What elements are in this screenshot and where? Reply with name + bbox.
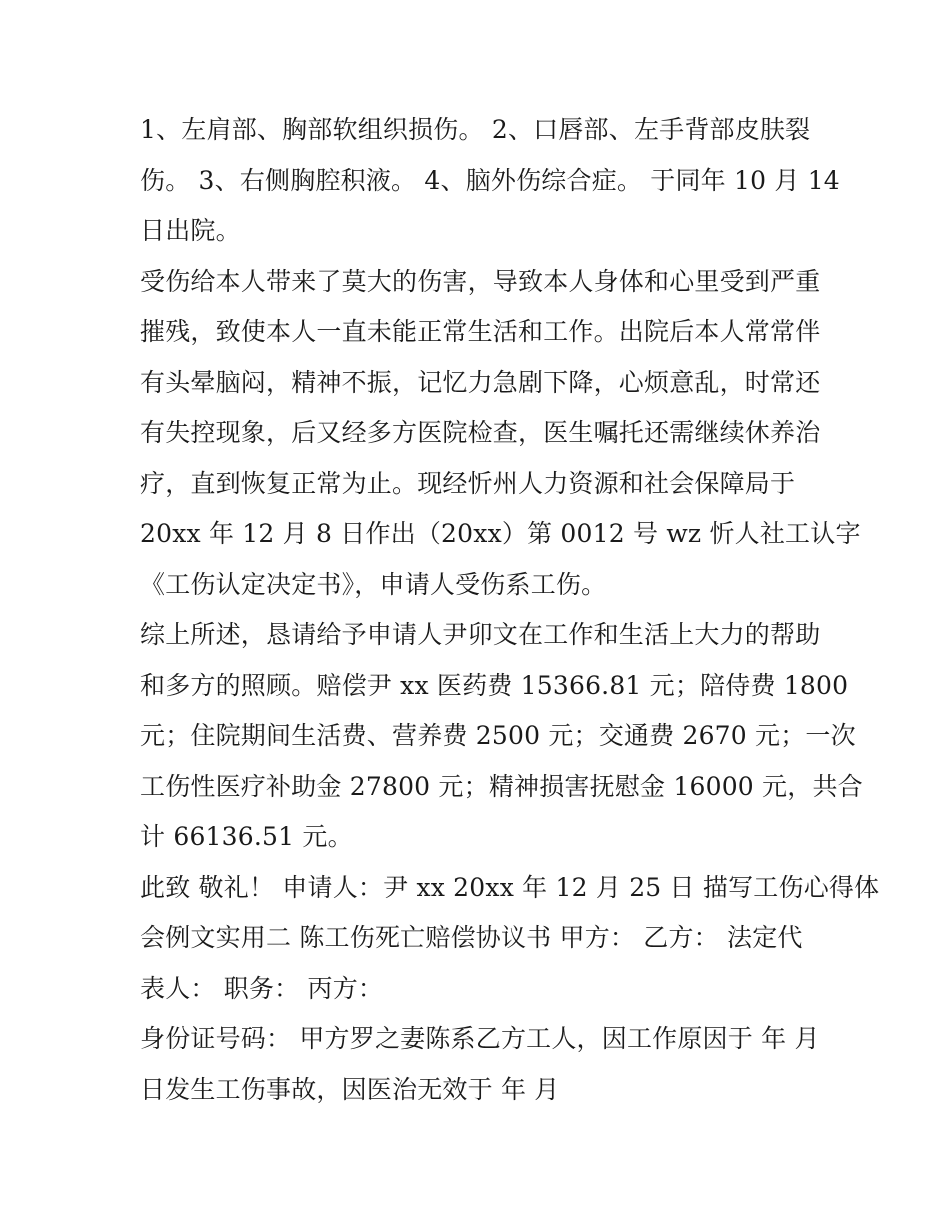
paragraph-closing bbox=[140, 863, 880, 1015]
text-line: 有头晕脑闷，精神不振，记忆力急剧下降，心烦意乱，时常还 bbox=[140, 367, 821, 397]
text-line: 身份证号码： 甲方罗之妻陈系乙方工人，因工作原因于 年 月 bbox=[140, 1024, 820, 1053]
paragraph-agreement bbox=[140, 1014, 820, 1115]
text-line: 工伤性医疗补助金 27800 元；精神损害抚慰金 16000 元，共合 bbox=[140, 771, 863, 801]
text-line: 日出院。 bbox=[140, 216, 241, 245]
text-line: 元；住院期间生活费、营养费 2500 元；交通费 2670 元；一次 bbox=[140, 721, 856, 750]
text-line: 疗，直到恢复正常为止。现经忻州人力资源和社会保障局于 bbox=[140, 468, 796, 498]
paragraph-injury-list bbox=[140, 105, 840, 257]
text-line: 有失控现象，后又经多方医院检查，医生嘱托还需继续休养治 bbox=[140, 418, 821, 447]
text-line: 会例文实用二 陈工伤死亡赔偿协议书 甲方： 乙方： 法定代 bbox=[140, 923, 803, 952]
text-line: 伤。 3、右侧胸腔积液。 4、脑外伤综合症。 于同年 10 月 14 bbox=[140, 165, 840, 195]
paragraph-compensation bbox=[140, 610, 863, 863]
text-line: 20xx 年 12 月 8 日作出（20xx）第 0012 号 wz 忻人社工认字 bbox=[140, 519, 861, 548]
text-line: 摧残，致使本人一直未能正常生活和工作。出院后本人常常伴 bbox=[140, 317, 821, 346]
document-body bbox=[140, 105, 880, 1115]
text-line: 1、左肩部、胸部软组织损伤。 2、口唇部、左手背部皮肤裂 bbox=[140, 115, 811, 144]
text-line: 表人： 职务： 丙方： bbox=[140, 973, 384, 1003]
paragraph-injury-impact bbox=[140, 257, 861, 611]
text-line: 计 66136.51 元。 bbox=[140, 822, 353, 851]
text-line: 日发生工伤事故，因医治无效于 年 月 bbox=[140, 1074, 560, 1104]
text-line: 综上所述，恳请给予申请人尹卯文在工作和生活上大力的帮助 bbox=[140, 620, 821, 649]
text-line: 和多方的照顾。赔偿尹 xx 医药费 15366.81 元；陪侍费 1800 bbox=[140, 670, 849, 700]
text-line: 受伤给本人带来了莫大的伤害，导致本人身体和心里受到严重 bbox=[140, 266, 821, 296]
text-line: 《工伤认定决定书》，申请人受伤系工伤。 bbox=[140, 569, 607, 599]
text-line: 此致 敬礼！ 申请人：尹 xx 20xx 年 12 月 25 日 描写工伤心得体 bbox=[140, 872, 880, 902]
